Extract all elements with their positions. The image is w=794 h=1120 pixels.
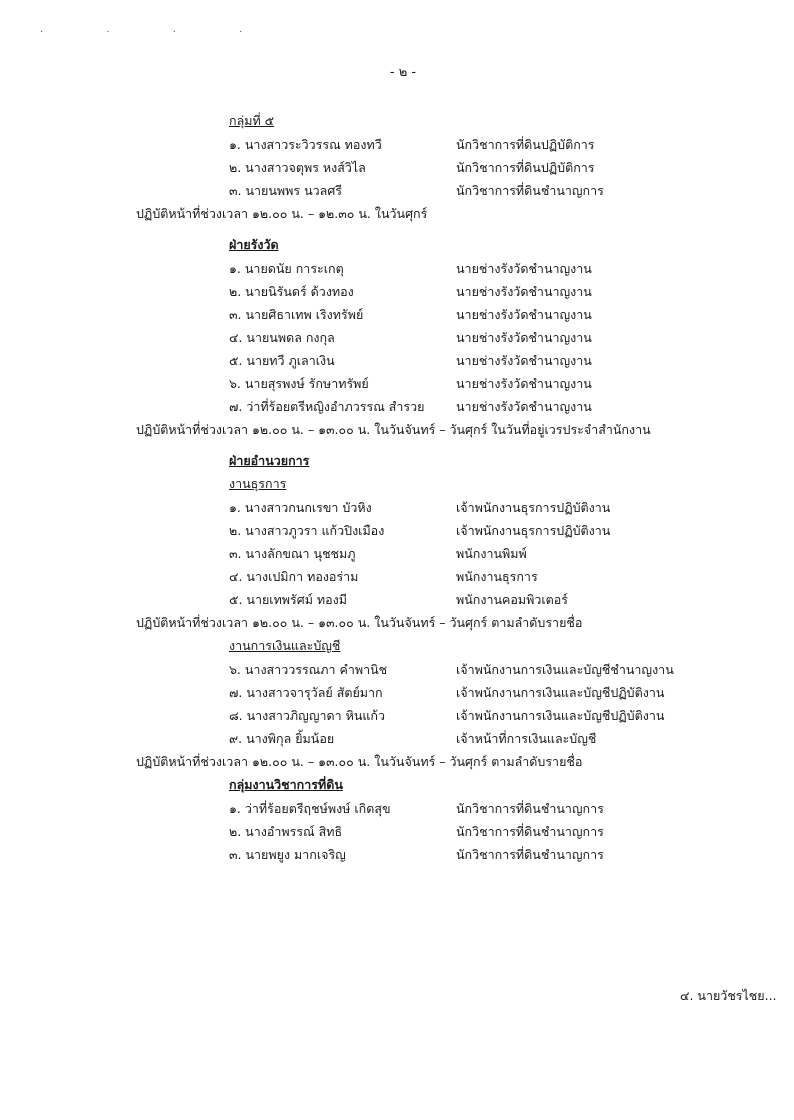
member-name: ๗. นางสาวจารุวัลย์ สัตย์มาก <box>229 685 383 700</box>
member-position: เจ้าพนักงานการเงินและบัญชีปฏิบัติงาน <box>456 708 665 723</box>
member-name: ๔. นางเปมิกา ทองอร่าม <box>229 569 359 584</box>
member-position: นายช่างรังวัดชำนาญงาน <box>456 353 592 368</box>
member-position: นายช่างรังวัดชำนาญงาน <box>456 284 592 299</box>
section-heading-land-technical: กลุ่มงานวิชาการที่ดิน <box>229 777 343 792</box>
subsection-title-general-affairs: งานธุรการ <box>229 476 287 491</box>
section-heading-group-5: กลุ่มที่ ๕ <box>229 113 275 128</box>
member-name: ๒. นางอำพรรณ์ สิทธิ <box>229 824 343 839</box>
member-name: ๒. นายนิรันดร์ ด้วงทอง <box>229 284 354 299</box>
member-name: ๑. นางสาวกนกเรขา บัวหิง <box>229 500 372 515</box>
member-name: ๓. นายนพพร นวลศรี <box>229 183 342 198</box>
member-name: ๗. ว่าที่ร้อยตรีหญิงอำภวรรณ สำรวย <box>229 399 425 414</box>
member-name: ๑. นางสาวระวิวรรณ ทองทวี <box>229 137 382 152</box>
member-position: เจ้าพนักงานการเงินและบัญชีชำนาญงาน <box>456 662 674 677</box>
scan-artifacts: · · · · <box>40 27 273 38</box>
member-name: ๓. นายศิธาเทพ เริงทรัพย์ <box>229 307 364 322</box>
schedule-note: ปฏิบัติหน้าที่ช่วงเวลา ๑๒.๐๐ น. – ๑๓.๐๐ น. ในวันจันทร์ – วันศุกร์ ในวันที่อยู่เวรประจำสำนักงาน <box>136 422 651 437</box>
schedule-note: ปฏิบัติหน้าที่ช่วงเวลา ๑๒.๐๐ น. – ๑๓.๐๐ น. ในวันจันทร์ – วันศุกร์ ตามลำดับรายชื่อ <box>136 754 583 769</box>
member-position: พนักงานธุรการ <box>456 569 538 584</box>
page-number: - ๒ - <box>389 65 417 80</box>
member-position: นายช่างรังวัดชำนาญงาน <box>456 307 592 322</box>
member-name: ๒. นางสาวภูวรา แก้วปิงเมือง <box>229 523 385 538</box>
schedule-note: ปฏิบัติหน้าที่ช่วงเวลา ๑๒.๐๐ น. – ๑๒.๓๐ น. ในวันศุกร์ <box>136 206 428 221</box>
member-name: ๔. นายนพดล กงกุล <box>229 330 335 345</box>
section-heading-administration: ฝ่ายอำนวยการ <box>229 453 310 468</box>
member-position: เจ้าพนักงานธุรการปฏิบัติงาน <box>456 500 611 515</box>
member-position: นายช่างรังวัดชำนาญงาน <box>456 330 592 345</box>
member-position: เจ้าพนักงานการเงินและบัญชีปฏิบัติงาน <box>456 685 665 700</box>
member-name: ๘. นางสาวภิญญาดา หินแก้ว <box>229 708 386 723</box>
member-position: นักวิชาการที่ดินปฏิบัติการ <box>456 137 595 152</box>
member-name: ๑. ว่าที่ร้อยตรีฤชษ์พงษ์ เกิดสุข <box>229 801 391 816</box>
member-name: ๖. นางสาววรรณภา คำพานิช <box>229 662 388 677</box>
member-name: ๙. นางพิกุล ยิ้มน้อย <box>229 731 335 746</box>
member-name: ๖. นายสุรพงษ์ รักษาทรัพย์ <box>229 376 369 391</box>
member-position: พนักงานพิมพ์ <box>456 546 527 561</box>
member-position: นักวิชาการที่ดินชำนาญการ <box>456 183 604 198</box>
schedule-note: ปฏิบัติหน้าที่ช่วงเวลา ๑๒.๐๐ น. – ๑๓.๐๐ น. ในวันจันทร์ – วันศุกร์ ตามลำดับรายชื่อ <box>136 615 583 630</box>
member-position: นักวิชาการที่ดินปฏิบัติการ <box>456 160 595 175</box>
section-heading-survey: ฝ่ายรังวัด <box>229 237 279 252</box>
member-name: ๕. นายทวี ภูเลาเงิน <box>229 353 335 368</box>
subsection-title-finance: งานการเงินและบัญชี <box>229 638 341 653</box>
member-name: ๕. นายเทพรัศม์ ทองมี <box>229 592 347 607</box>
member-position: นายช่างรังวัดชำนาญงาน <box>456 376 592 391</box>
member-position: เจ้าพนักงานธุรการปฏิบัติงาน <box>456 523 611 538</box>
member-position: เจ้าหน้าที่การเงินและบัญชี <box>456 731 597 746</box>
member-name: ๓. นางลักขณา นุชชมภู <box>229 546 356 561</box>
member-position: นักวิชาการที่ดินชำนาญการ <box>456 847 604 862</box>
member-position: นักวิชาการที่ดินชำนาญการ <box>456 801 604 816</box>
member-position: นายช่างรังวัดชำนาญงาน <box>456 399 592 414</box>
member-name: ๒. นางสาวจตุพร หงส์วิไล <box>229 160 366 175</box>
member-position: พนักงานคอมพิวเตอร์ <box>456 592 568 607</box>
member-name: ๓. นายพยูง มากเจริญ <box>229 847 346 862</box>
member-name: ๑. นายดนัย การะเกตุ <box>229 261 344 276</box>
continuation-marker: ๔. นายวัชรไชย... <box>680 988 777 1003</box>
member-position: นักวิชาการที่ดินชำนาญการ <box>456 824 604 839</box>
member-position: นายช่างรังวัดชำนาญงาน <box>456 261 592 276</box>
